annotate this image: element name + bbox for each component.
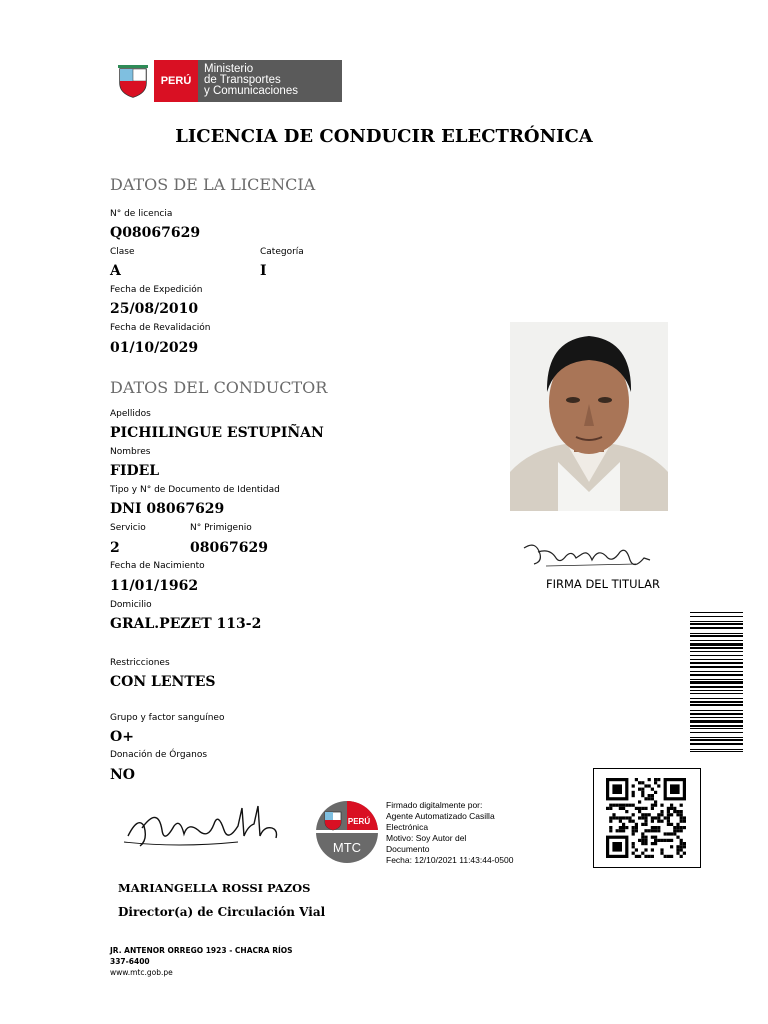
footer-phone: 337-6400 <box>110 957 150 966</box>
license-number: Q08067629 <box>110 225 201 241</box>
original-number: 08067629 <box>190 540 268 556</box>
organ-donation-label: Donación de Órganos <box>110 750 208 760</box>
ministry-name <box>198 60 342 102</box>
document-title: LICENCIA DE CONDUCIR ELECTRÓNICA <box>175 126 593 147</box>
given-name: FIDEL <box>110 463 160 479</box>
revalidation-date-label: Fecha de Revalidación <box>110 323 211 333</box>
barcode <box>690 612 743 752</box>
holder-signature-label: FIRMA DEL TITULAR <box>546 577 661 591</box>
digital-signature-info <box>386 800 536 866</box>
address-label: Domicilio <box>110 600 152 610</box>
peru-coat-of-arms-icon <box>112 60 154 102</box>
birth-date-label: Fecha de Nacimiento <box>110 561 205 571</box>
issue-date: 25/08/2010 <box>110 301 199 317</box>
id-document-label: Tipo y N° de Documento de Identidad <box>110 485 280 495</box>
id-document: DNI 08067629 <box>110 501 225 517</box>
restrictions-label: Restricciones <box>110 658 170 668</box>
driver-section-heading: DATOS DEL CONDUCTOR <box>110 378 328 397</box>
footer <box>110 945 293 978</box>
given-name-label: Nombres <box>110 447 151 457</box>
address-value: GRAL.PEZET 113-2 <box>110 616 262 632</box>
digital-signature-line-5: Documento <box>386 844 430 854</box>
mtc-round-logo <box>315 800 379 864</box>
mtc-peru-label: PERÚ <box>347 817 371 826</box>
surname: PICHILINGUE ESTUPIÑAN <box>110 425 324 441</box>
digital-signature-line-6: Fecha: 12/10/2021 11:43:44-0500 <box>386 855 514 865</box>
ministry-line-1: Ministerio <box>204 63 254 75</box>
class-value: A <box>110 263 121 279</box>
ministry-line-3: y Comunicaciones <box>204 85 298 97</box>
director-title: Director(a) de Circulación Vial <box>118 905 326 919</box>
mtc-label: MTC <box>332 840 362 855</box>
organ-donation: NO <box>110 767 135 783</box>
digital-signature-line-2: Agente Automatizado Casilla <box>386 811 495 821</box>
director-name: MARIANGELLA ROSSI PAZOS <box>118 881 311 895</box>
digital-signature-line-4: Motivo: Soy Autor del <box>386 833 467 843</box>
footer-address: JR. ANTENOR ORREGO 1923 - CHACRA RÍOS <box>110 946 293 955</box>
service-label: Servicio <box>110 523 146 533</box>
holder-photo <box>510 322 668 511</box>
ministry-line-2: de Transportes <box>204 74 281 86</box>
mtc-header-logo <box>112 60 342 102</box>
category-label: Categoría <box>260 247 304 257</box>
restrictions-value: CON LENTES <box>110 674 216 690</box>
class-label: Clase <box>110 247 135 257</box>
peru-coat-of-arms-icon <box>325 812 341 830</box>
issue-date-label: Fecha de Expedición <box>110 285 203 295</box>
revalidation-date: 01/10/2029 <box>110 340 199 356</box>
original-number-label: N° Primigenio <box>190 523 252 533</box>
birth-date: 11/01/1962 <box>110 578 199 594</box>
surname-label: Apellidos <box>110 409 151 419</box>
digital-signature-line-1: Firmado digitalmente por: <box>386 800 483 810</box>
footer-website[interactable]: www.mtc.gob.pe <box>110 968 173 977</box>
peru-label: PERÚ <box>154 60 198 102</box>
digital-signature-line-3: Electrónica <box>386 822 429 832</box>
qr-code <box>593 768 701 868</box>
holder-signature <box>516 530 656 578</box>
service-value: 2 <box>110 540 120 556</box>
blood-type-label: Grupo y factor sanguíneo <box>110 713 225 723</box>
director-signature <box>118 796 298 860</box>
blood-type: O+ <box>110 729 134 745</box>
license-number-label: N° de licencia <box>110 209 173 219</box>
category-value: I <box>260 263 267 279</box>
license-section-heading: DATOS DE LA LICENCIA <box>110 175 316 194</box>
